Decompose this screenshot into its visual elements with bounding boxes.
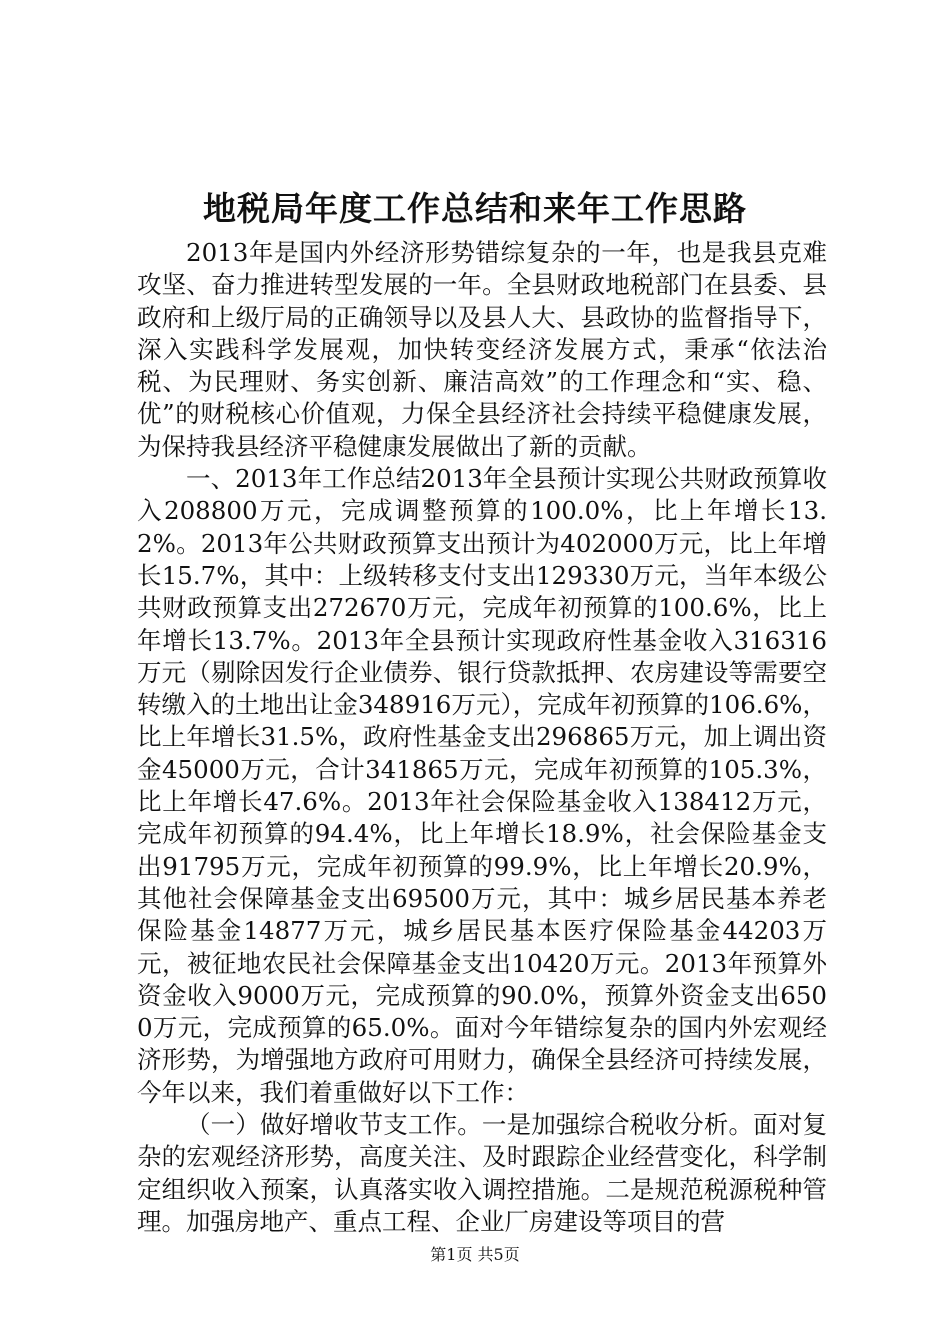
paragraph-summary: 一、2013年工作总结2013年全县预计实现公共财政预算收入208800万元，完成调整预算的100.0%，比上年增长13.2%。2013年公共财政预算支出预计为402000万元，比上年增长15.7%，其中：上级转移支付支出129330万元，当年本级公共财政预算支出272670万元，完成年初预算的100.6%，比上年增长13.7%。2013年全县预计实现政府性基金收入316316万元（剔除因发行企业债券、银行贷款抵押、农房建设等需要空转缴入的土地出让金348916万元），完成年初预算的106.6%，比上年增长31.5%，政府性基金支出296865万元，加上调出资金45000万元，合计341865万元，完成年初预算的105.3%，比上年增长47.6%。2013年社会保险基金收入138412万元，完成年初预算的94.4%，比上年增长18.9%，社会保险基金支出91795万元，完成年初预算的99.9%，比上年增长20.9%，其他社会保障基金支出69500万元，其中：城乡居民基本养老保险基金14877万元，城乡居民基本医疗保险基金44203万元，被征地农民社会保障基金支出10420万元。2013年预算外资金收入9000万元，完成预算的90.0%，预算外资金支出6500万元，完成预算的65.0%。面对今年错综复杂的国内外宏观经济形势，为增强地方政府可用财力，确保全县经济可持续发展，今年以来，我们着重做好以下工作：	[137, 464, 827, 1107]
page-footer: 第1页 共5页	[430, 1245, 520, 1264]
document-body	[137, 237, 827, 1238]
document-title: 地税局年度工作总结和来年工作思路	[203, 189, 747, 228]
paragraph-intro: 2013年是国内外经济形势错综复杂的一年，也是我县克难攻坚、奋力推进转型发展的一年。全县财政地税部门在县委、县政府和上级厅局的正确领导以及县人大、县政协的监督指导下，深入实践科学发展观，加快转变经济发展方式，秉承“依法治税、为民理财、务实创新、廉洁高效”的工作理念和“实、稳、优”的财税核心价值观，力保全县经济社会持续平稳健康发展，为保持我县经济平稳健康发展做出了新的贡献。	[137, 238, 827, 461]
paragraph-section-one: （一）做好增收节支工作。一是加强综合税收分析。面对复杂的宏观经济形势，高度关注、及时跟踪企业经营变化，科学制定组织收入预案，认真落实收入调控措施。二是规范税源税种管理。加强房地产、重点工程、企业厂房建设等项目的营	[137, 1110, 827, 1236]
